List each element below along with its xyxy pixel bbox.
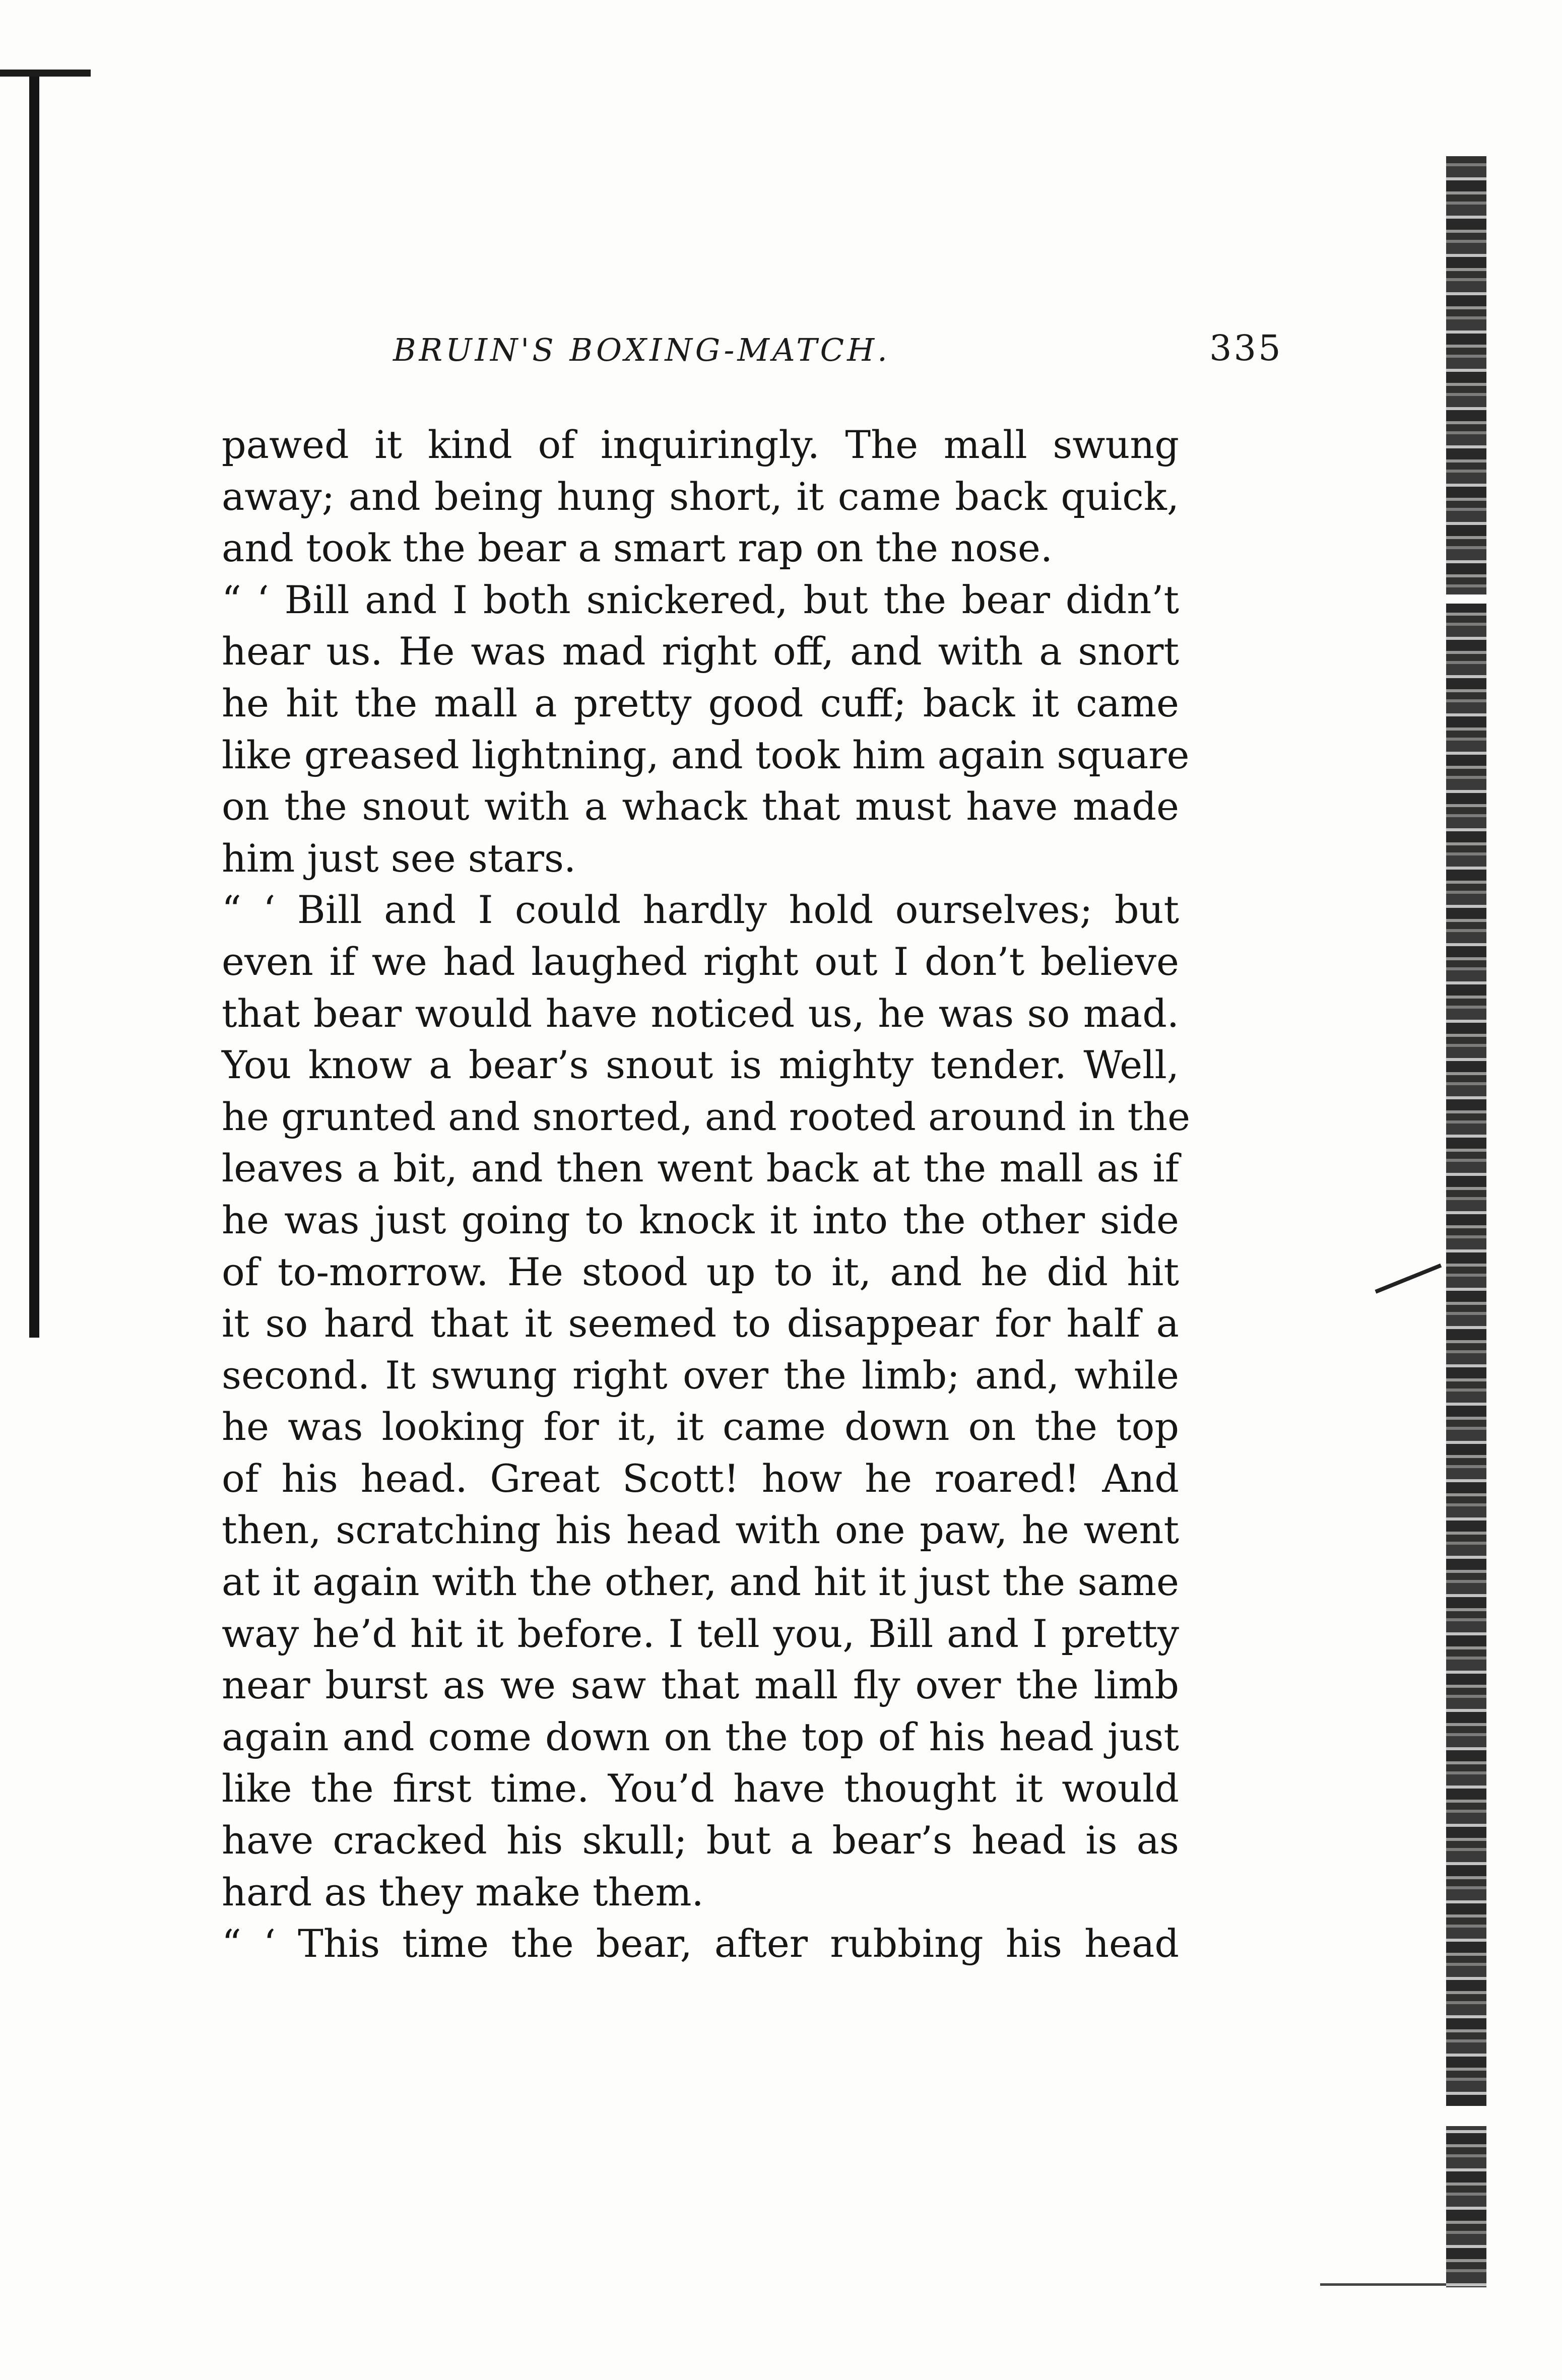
text-line: “ ‘ This time the bear, after rubbing his head: [222, 1921, 1179, 1966]
scan-binding-edge: [1446, 156, 1486, 2287]
text-line: then, scratching his head with one paw, he went: [222, 1507, 1179, 1553]
running-head: BRUIN'S BOXING-MATCH.: [393, 332, 890, 368]
text-line: on the snout with a whack that must have made: [222, 784, 1179, 829]
text-line: leaves a bit, and then went back at the mall as if: [222, 1146, 1179, 1191]
text-line: way he’d hit it before. I tell you, Bill and I pretty: [222, 1611, 1179, 1656]
text-line: “ ‘ Bill and I both snickered, but the bear didn’t: [222, 577, 1179, 622]
text-line: pawed it kind of inquiringly. The mall swung: [222, 422, 1179, 467]
text-line: he was looking for it, it came down on the top: [222, 1404, 1179, 1449]
text-line: “ ‘ Bill and I could hardly hold ourselves; but: [222, 887, 1179, 933]
text-line: like greased lightning, and took him again square: [222, 732, 1190, 777]
scan-edge-gap: [1446, 594, 1486, 604]
text-line: it so hard that it seemed to disappear for half a: [222, 1301, 1179, 1346]
text-line: him just see stars.: [222, 835, 576, 881]
text-line: he was just going to knock it into the other side: [222, 1197, 1179, 1242]
scan-edge-bar: [29, 73, 39, 1338]
text-line: at it again with the other, and hit it just the same: [222, 1559, 1179, 1605]
text-line: even if we had laughed right out I don’t believe: [222, 939, 1179, 984]
text-line: of to-morrow. He stood up to it, and he did hit: [222, 1249, 1179, 1294]
text-line: away; and being hung short, it came back quick,: [222, 474, 1179, 519]
scan-edge-mark: [0, 70, 91, 77]
scan-edge-mark: [1320, 2283, 1446, 2286]
text-line: near burst as we saw that mall fly over the limb: [222, 1663, 1179, 1708]
text-line: of his head. Great Scott! how he roared! And: [222, 1456, 1179, 1501]
text-line: again and come down on the top of his head just: [222, 1714, 1179, 1759]
text-line: he hit the mall a pretty good cuff; back it came: [222, 680, 1179, 725]
text-line: he grunted and snorted, and rooted around in the: [222, 1094, 1191, 1139]
body-text: [222, 419, 1191, 1970]
page-number: 335: [1209, 327, 1283, 369]
text-line: have cracked his skull; but a bear’s head is as: [222, 1818, 1179, 1863]
scan-edge-gap: [1446, 2106, 1486, 2126]
text-line: and took the bear a smart rap on the nose.: [222, 525, 1053, 571]
text-line: hear us. He was mad right off, and with a snort: [222, 629, 1179, 674]
text-line: You know a bear’s snout is mighty tender. Well,: [222, 1042, 1179, 1088]
text-line: that bear would have noticed us, he was so mad.: [222, 990, 1179, 1036]
text-line: like the first time. You’d have thought it would: [222, 1766, 1179, 1811]
text-line: hard as they make them.: [222, 1869, 704, 1914]
text-line: second. It swung right over the limb; and, while: [222, 1352, 1179, 1398]
pencil-mark: [1375, 1264, 1442, 1294]
